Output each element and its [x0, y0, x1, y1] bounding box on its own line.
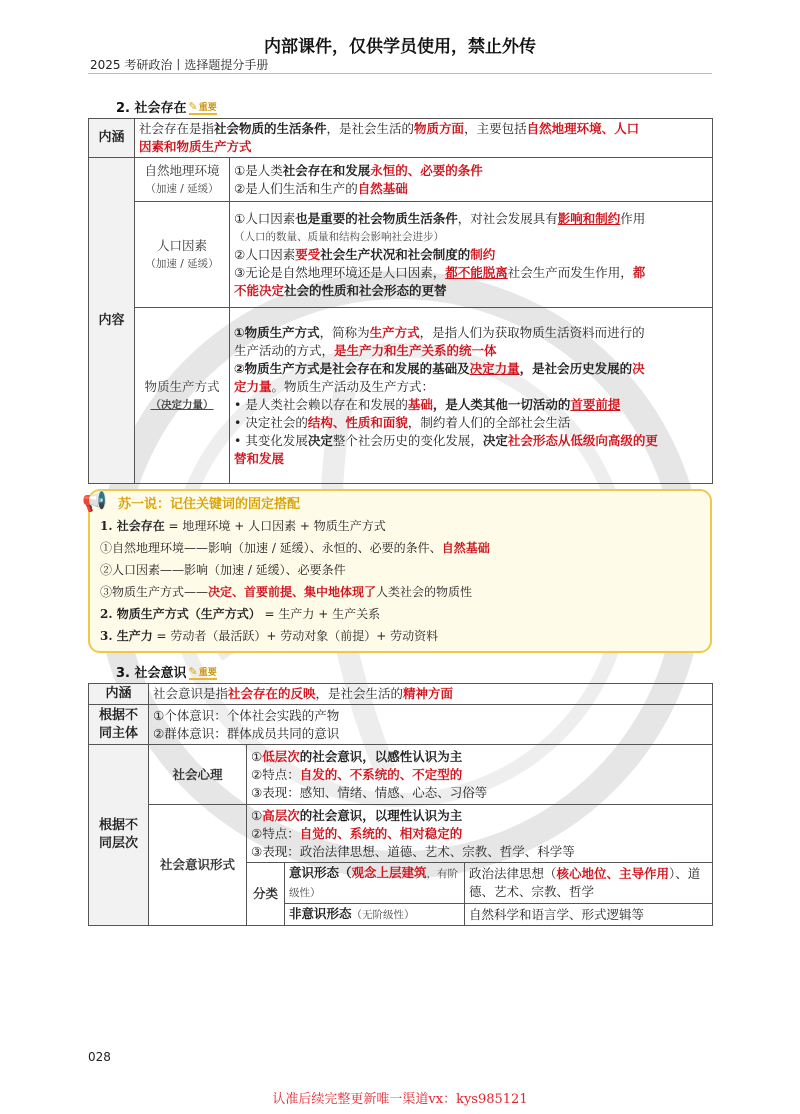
- tip-line-1: 1. 社会存在 = 地理环境 + 人口因素 + 物质生产方式: [100, 519, 386, 533]
- tip-line-2: ①自然地理环境——影响（加速 / 延缓）、永恒的、必要的条件、自然基础: [100, 541, 490, 555]
- social-consciousness-table: [88, 683, 713, 926]
- tip-line-6: 3. 生产力 = 劳动者（最活跃）+ 劳动对象（前提）+ 劳动资料: [100, 629, 439, 643]
- social-psychology-label: 社会心理: [149, 745, 247, 805]
- consciousness-forms-text: ①高层次的社会意识，以理性认识为主 ②特点：自觉的、系统的、相对稳定的 ③表现：政治法律思想、道德、艺术、宗教、哲学、科学等: [247, 805, 713, 863]
- page-header-title: 内部课件，仅供学员使用，禁止外传: [264, 37, 536, 57]
- factor-geography: 自然地理环境 （加速 / 延缓）: [135, 158, 230, 202]
- non-ideology-value: 自然科学和语言学、形式逻辑等: [465, 904, 713, 926]
- row-label-level: 根据不同层次: [89, 745, 149, 926]
- megaphone-icon: 📢: [82, 489, 107, 513]
- page-subtitle: 2025 考研政治丨选择题提分手册: [90, 58, 269, 72]
- tip-box: [82, 489, 712, 653]
- important-tag: ✎ 重要: [189, 100, 217, 115]
- tip-line-5: 2. 物质生产方式（生产方式） = 生产力 + 生产关系: [100, 607, 381, 621]
- connotation-text: 社会存在是指社会物质的生活条件，是社会生活的物质方面，主要包括自然地理环境、人口 因素和物质生产方式: [135, 119, 713, 158]
- row-label-subject: 根据不同主体: [89, 705, 149, 745]
- ideology-cell: 意识形态（观念上层建筑，有阶级性）: [285, 863, 465, 904]
- header-divider: [88, 73, 712, 74]
- consciousness-connotation-text: 社会意识是指社会存在的反映，是社会生活的精神方面: [149, 684, 713, 705]
- row-label-connotation: 内涵: [89, 119, 135, 158]
- row-label-content: 内容: [89, 158, 135, 484]
- important-tag: ✎ 重要: [189, 665, 217, 680]
- section-title-social-consciousness: 3. 社会意识✎ 重要: [116, 662, 217, 682]
- non-ideology-cell: 非意识形态（无阶级性）: [285, 904, 465, 926]
- section-title-social-existence: 2. 社会存在✎ 重要: [116, 97, 217, 117]
- classification-label: 分类: [247, 863, 285, 926]
- social-existence-table: [88, 118, 713, 484]
- footer-channel-note: 认准后续完整更新唯一渠道vx：kys985121: [272, 1092, 528, 1107]
- row-label-connotation-3: 内涵: [89, 684, 149, 705]
- tip-line-4: ③物质生产方式——决定、首要前提、集中地体现了人类社会的物质性: [100, 585, 473, 599]
- production-mode-text: ①物质生产方式，简称为生产方式，是指人们为获取物质生活资料而进行的 生产活动的方式，是生产力和生产关系的统一体 ②物质生产方式是社会存在和发展的基础及决定力量，是社会历史发展的决 定力量。物质生产活动及生产方式： • 是人类社会赖以存在和发展的基础，是人类其他一切活动的首要前提 • 决定社会的结构、性质和面貌，制约着人们的全部社会生活 • 其变化发展决定整个社会历史的变化发展，决定社会形态从低级向高级的更 替和发展: [230, 308, 713, 484]
- ideology-value: 政治法律思想（核心地位、主导作用）、道德、艺术、宗教、哲学: [465, 863, 713, 904]
- factor-population: 人口因素 （加速 / 延缓）: [135, 202, 230, 308]
- consciousness-forms-label: 社会意识形式: [149, 805, 247, 926]
- tip-line-3: ②人口因素——影响（加速 / 延缓）、必要条件: [100, 563, 346, 577]
- geography-text: ①是人类社会存在和发展永恒的、必要的条件 ②是人们生活和生产的自然基础: [230, 158, 713, 202]
- subject-text: ①个体意识：个体社会实践的产物 ②群体意识：群体成员共同的意识: [149, 705, 713, 745]
- tip-heading: 苏一说：记住关键词的固定搭配: [118, 497, 301, 512]
- page-number: 028: [88, 1050, 111, 1064]
- social-psychology-text: ①低层次的社会意识，以感性认识为主 ②特点：自发的、不系统的、不定型的 ③表现：感知、情绪、情感、心态、习俗等: [247, 745, 713, 805]
- factor-production-mode: 物质生产方式 （决定力量）: [135, 308, 230, 484]
- population-text: ①人口因素也是重要的社会物质生活条件，对社会发展具有影响和制约作用 （人口的数量、质量和结构会影响社会进步） ②人口因素要受社会生产状况和社会制度的制约 ③无论是自然地理环境还是人口因素，都不能脱离社会生产而发生作用，都 不能决定社会的性质和社会形态的更替: [230, 202, 713, 308]
